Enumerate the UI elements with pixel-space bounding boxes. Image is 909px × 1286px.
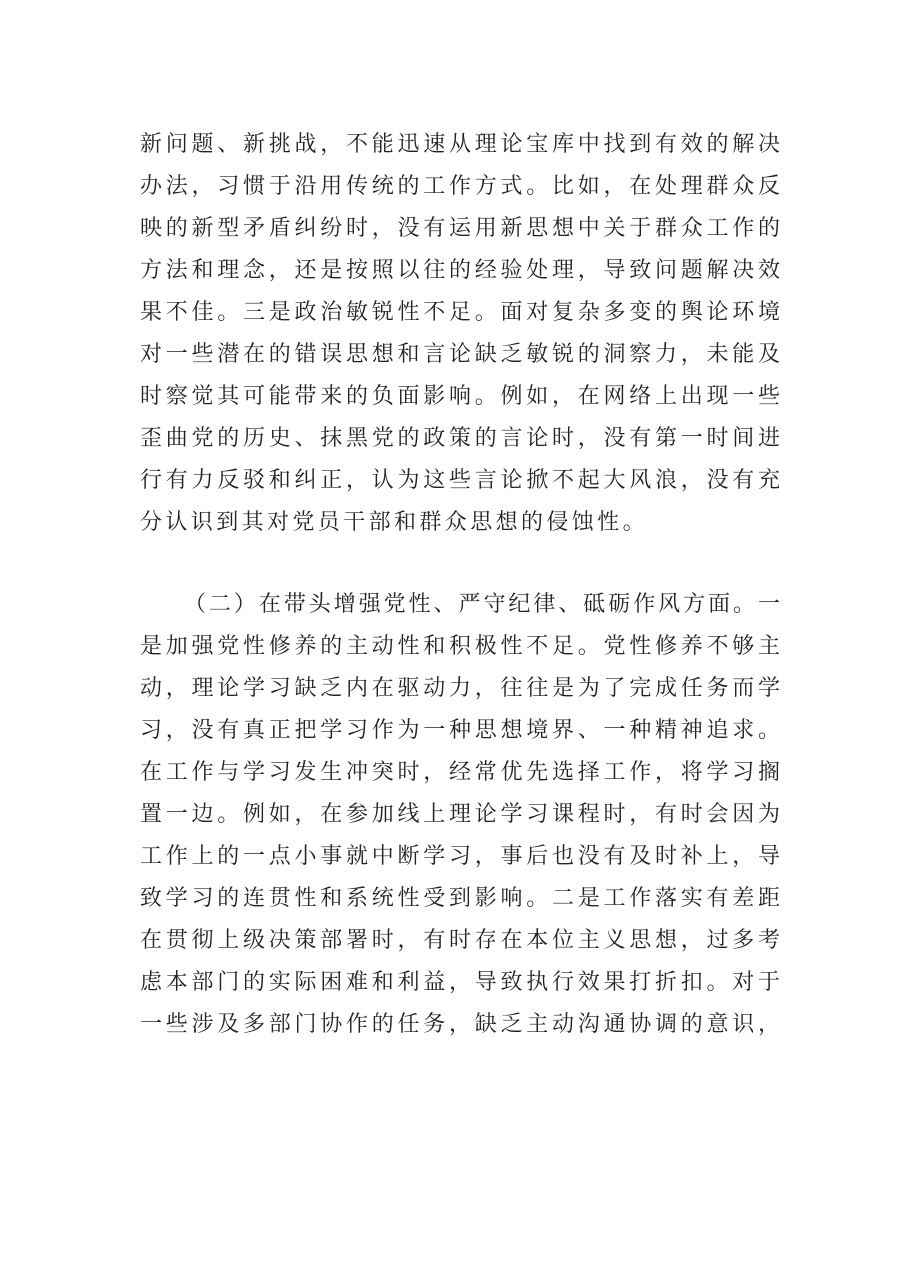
paragraph2-line-3: 动，理论学习缺乏内在驱动力，往往是为了完成任务而学	[140, 676, 780, 701]
paragraph2-line-9: 在贯彻上级决策部署时，有时存在本位主义思想，过多考	[140, 928, 780, 953]
paragraph1-line-5: 果不佳。三是政治敏锐性不足。面对复杂多变的舆论环境	[140, 300, 780, 325]
paragraph2-line-1: （二）在带头增强党性、严守纪律、砥砺作风方面。一	[184, 592, 780, 617]
paragraph1-line-9: 行有力反驳和纠正，认为这些言论掀不起大风浪，没有充	[140, 468, 780, 493]
paragraph1-line-3: 映的新型矛盾纠纷时，没有运用新思想中关于群众工作的	[140, 216, 780, 241]
paragraph2-line-11: 一些涉及多部门协作的任务，缺乏主动沟通协调的意识，	[140, 1012, 780, 1037]
paragraph1-line-10: 分认识到其对党员干部和群众思想的侵蚀性。	[140, 510, 649, 535]
paragraph2-line-8: 致学习的连贯性和系统性受到影响。二是工作落实有差距	[140, 886, 780, 911]
paragraph1-line-8: 歪曲党的历史、抹黑党的政策的言论时，没有第一时间进	[140, 426, 780, 451]
paragraph2-line-7: 工作上的一点小事就中断学习，事后也没有及时补上，导	[140, 844, 780, 869]
paragraph1-line-6: 对一些潜在的错误思想和言论缺乏敏锐的洞察力，未能及	[140, 342, 780, 367]
paragraph2-line-2: 是加强党性修养的主动性和积极性不足。党性修养不够主	[140, 634, 780, 659]
paragraph2-line-6: 置一边。例如，在参加线上理论学习课程时，有时会因为	[140, 802, 780, 827]
paragraph1-line-7: 时察觉其可能带来的负面影响。例如，在网络上出现一些	[140, 384, 780, 409]
paragraph2-line-5: 在工作与学习发生冲突时，经常优先选择工作，将学习搁	[140, 760, 780, 785]
paragraph1-line-4: 方法和理念，还是按照以往的经验处理，导致问题解决效	[140, 258, 780, 283]
paragraph1-line-1: 新问题、新挑战，不能迅速从理论宝库中找到有效的解决	[140, 132, 780, 157]
paragraph2-line-10: 虑本部门的实际困难和利益，导致执行效果打折扣。对于	[140, 970, 780, 995]
paragraph2-line-4: 习，没有真正把学习作为一种思想境界、一种精神追求。	[140, 718, 780, 743]
paragraph1-line-2: 办法，习惯于沿用传统的工作方式。比如，在处理群众反	[140, 174, 780, 199]
